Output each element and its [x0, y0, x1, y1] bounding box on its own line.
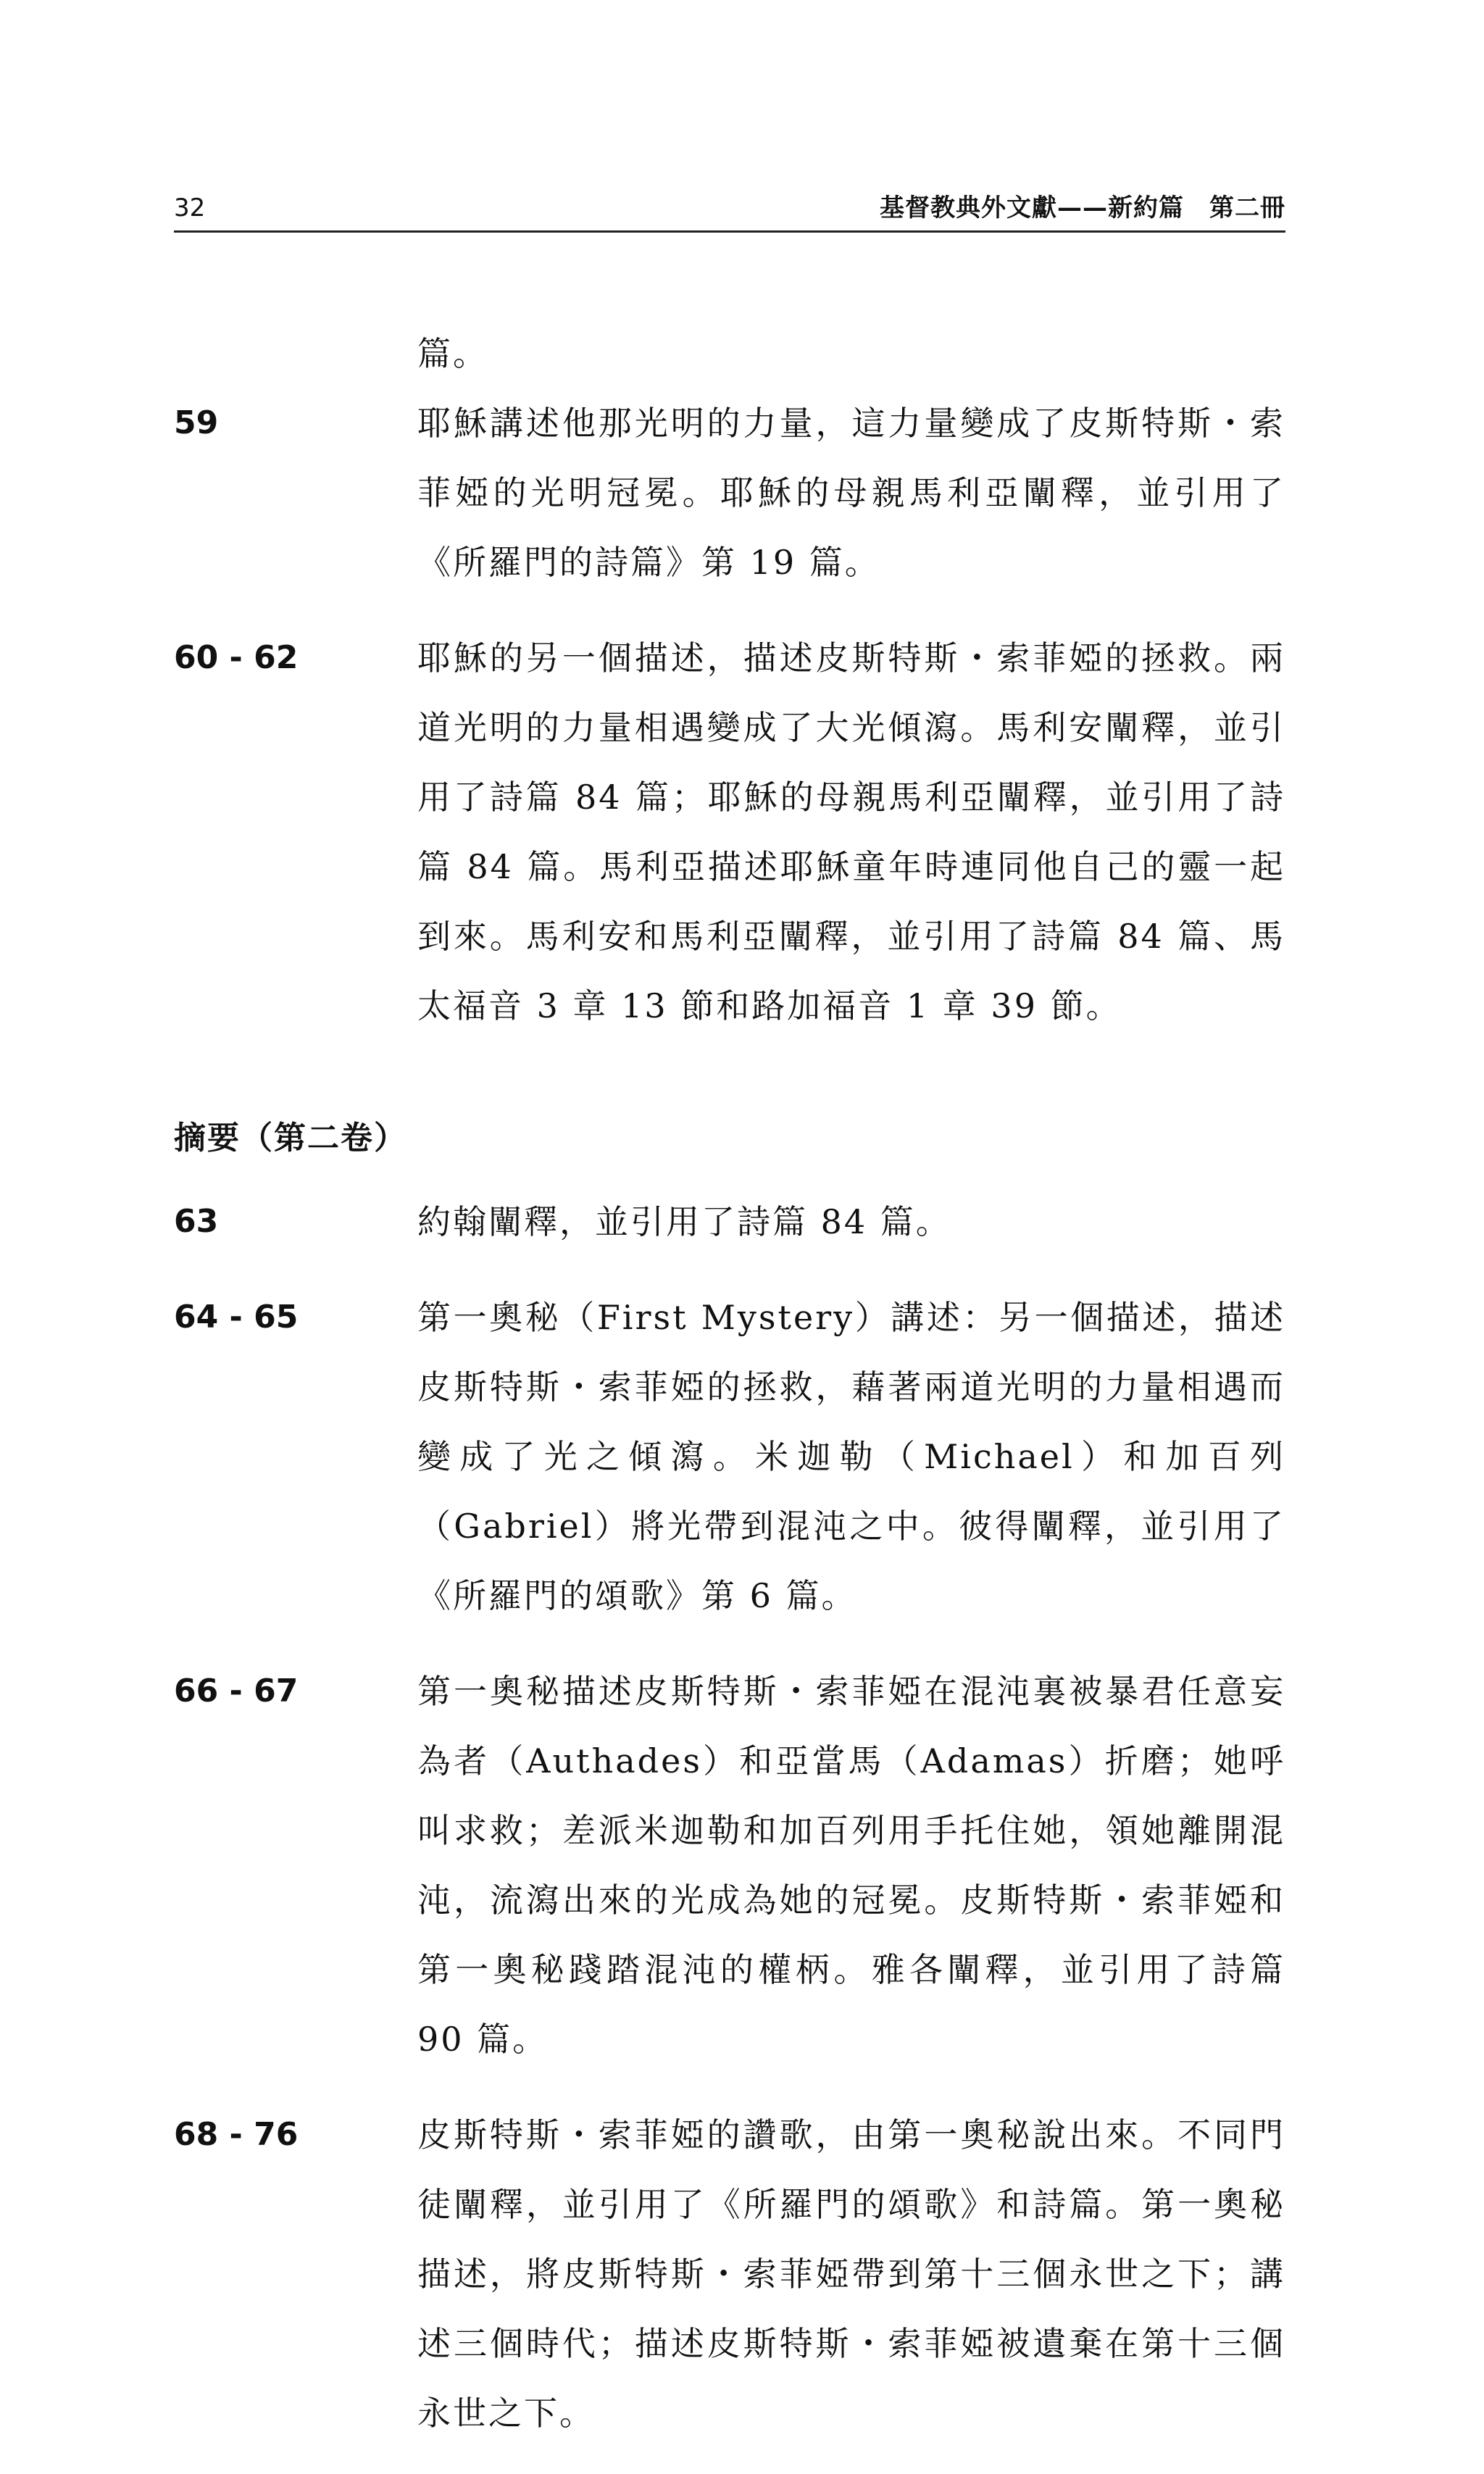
entry-64-65	[174, 1283, 1285, 1630]
entry-ref: 64 - 65	[174, 1299, 299, 1336]
entry-text: 第一奧秘（First Mystery）講述：另一個描述，描述皮斯特斯・索菲婭的拯救，藉著兩道光明的力量相遇而變成了光之傾瀉。米迦勒（Michael）和加百列（Gabriel）將光帶到混沌之中。彼得闡釋，並引用了《所羅門的頌歌》第 6 篇。	[417, 1298, 1285, 1615]
entry-text: 耶穌講述他那光明的力量，這力量變成了皮斯特斯・索菲婭的光明冠冕。耶穌的母親馬利亞闡釋，並引用了《所羅門的詩篇》第 19 篇。	[417, 404, 1285, 582]
entry-ref: 63	[174, 1203, 219, 1240]
continuation-paragraph	[417, 319, 1285, 388]
entry-59	[174, 388, 1285, 597]
entry-ref: 60 - 62	[174, 639, 299, 676]
running-title: 基督教典外文獻——新約篇 第二冊	[880, 193, 1285, 222]
entry-ref: 59	[174, 404, 219, 441]
section-heading: 摘要（第二卷）	[174, 1120, 407, 1157]
entry-text: 耶穌的另一個描述，描述皮斯特斯・索菲婭的拯救。兩道光明的力量相遇變成了大光傾瀉。馬利安闡釋，並引用了詩篇 84 篇；耶穌的母親馬利亞闡釋，並引用了詩篇 84 篇。馬利亞描述耶穌童年時連同他自己的靈一起到來。馬利安和馬利亞闡釋，並引用了詩篇 84 篇、馬太福音 3 章 13 節和路加福音 1 章 39 節。	[417, 638, 1285, 1025]
entry-63	[174, 1187, 1285, 1257]
entry-text: 約翰闡釋，並引用了詩篇 84 篇。	[417, 1202, 951, 1241]
entry-ref: 68 - 76	[174, 2116, 299, 2153]
entry-ref: 66 - 67	[174, 1673, 299, 1709]
entry-66-67	[174, 1657, 1285, 2074]
entry-text: 皮斯特斯・索菲婭的讚歌，由第一奧秘說出來。不同門徒闡釋，並引用了《所羅門的頌歌》和詩篇。第一奧秘描述，將皮斯特斯・索菲婭帶到第十三個永世之下；講述三個時代；描述皮斯特斯・索菲婭被遺棄在第十三個永世之下。	[417, 2115, 1285, 2433]
running-header	[174, 190, 1285, 233]
entry-text: 第一奧秘描述皮斯特斯・索菲婭在混沌裏被暴君任意妄為者（Authades）和亞當馬（Adamas）折磨；她呼叫求救；差派米迦勒和加百列用手托住她，領她離開混沌，流瀉出來的光成為她的冠冕。皮斯特斯・索菲婭和第一奧秘踐踏混沌的權柄。雅各闡釋，並引用了詩篇 90 篇。	[417, 1672, 1285, 2059]
page-body	[174, 319, 1285, 2474]
header-rule	[174, 230, 1285, 233]
entry-68-76	[174, 2100, 1285, 2448]
continuation-text: 篇。	[417, 334, 488, 373]
entry-60-62	[174, 623, 1285, 1041]
page-number: 32	[174, 193, 206, 222]
